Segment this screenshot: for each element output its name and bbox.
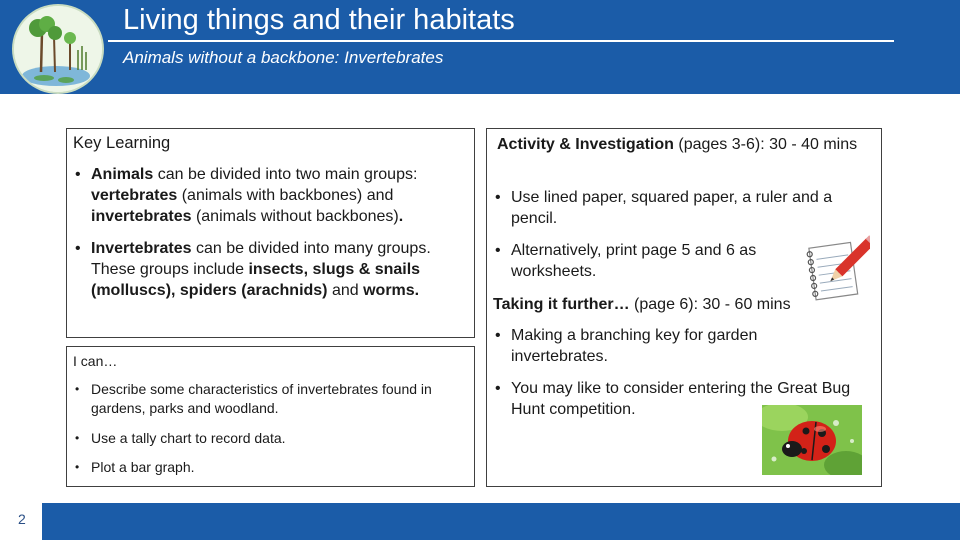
activity-heading: Activity & Investigation (pages 3-6): 30 - 40 mins — [497, 136, 858, 153]
i-can-box — [66, 346, 475, 487]
ladybird-icon — [762, 405, 862, 475]
i-can-item: • Plot a bar graph. — [73, 458, 471, 477]
taking-further-heading: Taking it further… (page 6): 30 - 60 mins — [493, 296, 791, 313]
notebook-pencil-icon — [804, 235, 870, 303]
key-learning-item: • Animals can be divided into two main groups: vertebrates (animals with backbones) and invertebrates (animals without backbones). — [73, 164, 471, 227]
i-can-title: I can… — [73, 353, 118, 369]
title-divider — [108, 40, 894, 42]
key-learning-title: Key Learning — [73, 134, 171, 152]
taking-further-item: • You may like to consider entering the Great Bug Hunt competition. — [493, 378, 878, 420]
activity-item: • Alternatively, print page 5 and 6 as worksheets. — [493, 240, 803, 282]
footer-bar — [0, 503, 960, 540]
page-number: 2 — [18, 511, 26, 527]
key-learning-box — [66, 128, 475, 338]
taking-further-item: • Making a branching key for garden invertebrates. — [493, 325, 803, 367]
activity-item: • Use lined paper, squared paper, a ruler and a pencil. — [493, 187, 878, 229]
i-can-item: • Use a tally chart to record data. — [73, 429, 471, 448]
habitat-logo-icon — [12, 4, 104, 94]
page-title: Living things and their habitats — [123, 4, 515, 36]
key-learning-item: • Invertebrates can be divided into many groups. These groups include insects, slugs & snails (molluscs), spiders (arachnids) and worms. — [73, 238, 471, 301]
i-can-item: • Describe some characteristics of invertebrates found in gardens, parks and woodland. — [73, 380, 471, 418]
page-subtitle: Animals without a backbone: Invertebrates — [123, 48, 444, 67]
header-bar — [0, 0, 960, 94]
